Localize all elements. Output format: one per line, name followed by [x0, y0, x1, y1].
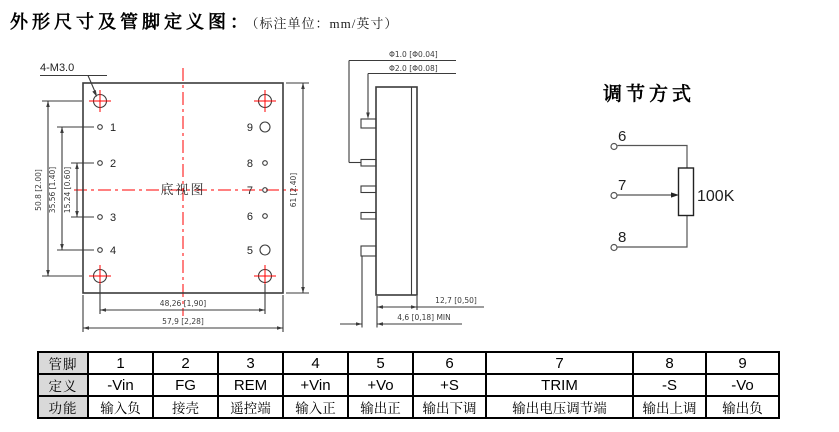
pin-number-cell: 3 — [218, 352, 283, 374]
terminal-8-node — [611, 245, 617, 251]
svg-text:57,9 [2,28]: 57,9 [2,28] — [162, 317, 204, 326]
pin-number-cell: 1 — [88, 352, 153, 374]
pin-function-cell: 输出上调 — [633, 396, 706, 418]
svg-text:12,7 [0,50]: 12,7 [0,50] — [435, 296, 477, 305]
screw-size-label: 4-M3.0 — [40, 62, 75, 74]
pin-3-label: 3 — [110, 212, 117, 224]
pin-function-cell: 输出正 — [348, 396, 413, 418]
terminal-6-label: 6 — [618, 128, 627, 145]
pin-number-cell: 4 — [283, 352, 348, 374]
svg-text:50.8 [2.00]: 50.8 [2.00] — [34, 169, 43, 211]
side-pin-9 — [361, 119, 376, 128]
svg-text:Φ1.0 [Φ0.04]: Φ1.0 [Φ0.04] — [389, 50, 438, 59]
pin-definition-cell: +Vin — [283, 374, 348, 396]
pin-5-hole — [260, 245, 270, 255]
pin-6-label: 6 — [246, 211, 253, 223]
page-title-text: 外形尺寸及管脚定义图： — [10, 12, 252, 32]
pin-3-hole — [98, 215, 103, 220]
mounting-hole-top-left — [89, 90, 111, 112]
pin-definition-cell: -S — [633, 374, 706, 396]
svg-text:Φ2.0 [Φ0.08]: Φ2.0 [Φ0.08] — [389, 64, 438, 73]
pin-4-hole — [98, 248, 103, 253]
row-header-function: 功能 — [38, 396, 88, 418]
unit-note: （标注单位：mm/英寸） — [252, 16, 399, 31]
pin-definition-table — [37, 351, 780, 419]
side-pin-6 — [361, 213, 376, 220]
row-header-definition: 定义 — [38, 374, 88, 396]
svg-text:61 [2.40]: 61 [2.40] — [289, 172, 298, 208]
pin-number-cell: 8 — [633, 352, 706, 374]
pin-number-cell: 5 — [348, 352, 413, 374]
pin-function-cell: 遥控端 — [218, 396, 283, 418]
wiper-arrow — [671, 192, 679, 197]
pin-number-cell: 9 — [706, 352, 779, 374]
mounting-hole-top-right — [254, 90, 276, 112]
pin-5-label: 5 — [246, 245, 253, 257]
pin-function-cell: 输入负 — [88, 396, 153, 418]
pin-definition-cell: +Vo — [348, 374, 413, 396]
pin-function-cell: 接壳 — [153, 396, 218, 418]
side-case-outline — [376, 87, 417, 295]
pin-1-hole — [98, 125, 103, 130]
pin-2-hole — [98, 161, 103, 166]
adjustment-method — [603, 82, 735, 251]
pin-number-cell: 7 — [486, 352, 633, 374]
pin-4-label: 4 — [110, 245, 117, 257]
terminal-8-label: 8 — [618, 229, 627, 246]
table-row-definitions — [38, 374, 779, 396]
dim-height-body — [286, 83, 309, 293]
pin-definition-cell: -Vo — [706, 374, 779, 396]
pot-value-label: 100K — [697, 188, 735, 205]
pin-7-label: 7 — [246, 185, 253, 197]
wire-6-to-pot — [618, 146, 688, 169]
table-row-pin-numbers — [38, 352, 779, 374]
dim-pin-length — [340, 256, 462, 328]
row-header-pin: 管脚 — [38, 352, 88, 374]
pin-definition-cell: -Vin — [88, 374, 153, 396]
pin-9-label: 9 — [246, 122, 253, 134]
pin-definition-cell: REM — [218, 374, 283, 396]
mounting-hole-bottom-right — [254, 265, 276, 287]
svg-text:15.24 [0.60]: 15.24 [0.60] — [63, 166, 72, 214]
pin-definition-cell: FG — [153, 374, 218, 396]
pin-1-label: 1 — [110, 122, 117, 134]
pin-8-label: 8 — [246, 158, 253, 170]
pin-2-label: 2 — [110, 158, 117, 170]
pin-9-hole — [260, 122, 270, 132]
side-pin-7 — [361, 186, 376, 193]
potentiometer-body — [679, 168, 694, 216]
terminal-7-label: 7 — [618, 177, 627, 194]
bottom-view — [34, 62, 309, 332]
terminal-6-node — [611, 144, 617, 150]
pin-number-cell: 2 — [153, 352, 218, 374]
mounting-hole-bottom-left — [89, 265, 111, 287]
pin-function-cell: 输出下调 — [413, 396, 486, 418]
screw-leader-arrow — [92, 90, 97, 97]
adjustment-title: 调节方式 — [603, 84, 696, 105]
pin-function-cell: 输出负 — [706, 396, 779, 418]
side-pin-8 — [361, 160, 376, 167]
pin-number-cell: 6 — [413, 352, 486, 374]
pin-definition-cell: +S — [413, 374, 486, 396]
terminal-7-node — [611, 193, 617, 199]
side-pin-5 — [361, 246, 376, 256]
svg-text:4,6 [0,18] MIN: 4,6 [0,18] MIN — [397, 313, 451, 322]
pin-function-cell: 输入正 — [283, 396, 348, 418]
pin-function-cell: 输出电压调节端 — [486, 396, 633, 418]
pin-8-hole — [263, 161, 268, 166]
svg-text:35.56 [1.40]: 35.56 [1.40] — [48, 166, 57, 214]
svg-text:48,26 [1,90]: 48,26 [1,90] — [159, 299, 207, 308]
table-row-functions — [38, 396, 779, 418]
bottom-view-label: 底视图 — [160, 182, 206, 197]
wire-8-to-pot — [618, 216, 688, 248]
pin-definition-cell: TRIM — [486, 374, 633, 396]
dim-depth — [377, 296, 484, 328]
pin-6-hole — [263, 214, 268, 219]
side-view — [340, 50, 484, 328]
